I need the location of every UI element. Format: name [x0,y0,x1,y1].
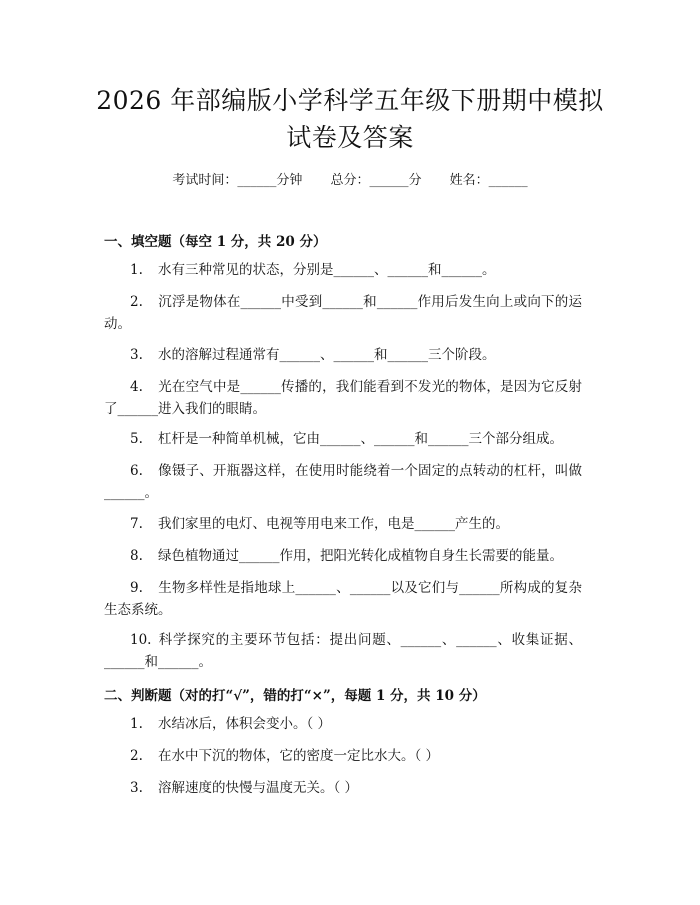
question-item: 6. 像镊子、开瓶器这样，在使用时能绕着一个固定的点转动的杠杆，叫做______。 [104,463,582,501]
question-item: 2. 沉浮是物体在______中受到______和______作用后发生向上或向下的运动。 [104,294,582,332]
section-heading-fill-blank: 一、填空题（每空 1 分，共 20 分） [104,234,327,250]
question-item: 7. 我们家里的电灯、电视等用电来工作，电是______产生的。 [130,516,509,532]
question-item: 4. 光在空气中是______传播的，我们能看到不发光的物体，是因为它反射了______进入我们的眼睛。 [104,379,582,417]
page-title [0,82,700,156]
question-item: 1. 水结冰后，体积会变小。（ ） [130,716,332,732]
student-name: 姓名：______ [449,173,528,188]
exam-info [0,169,700,188]
question-item: 8. 绿色植物通过______作用，把阳光转化成植物自身生长需要的能量。 [130,548,563,564]
question-item: 9. 生物多样性是指地球上______、______以及它们与______所构成的复杂生态系统。 [104,580,582,618]
title-line-1: 2026 年部编版小学科学五年级下册期中模拟 [96,86,604,115]
question-item: 2. 在水中下沉的物体，它的密度一定比水大。（ ） [130,748,440,764]
title-line-2: 试卷及答案 [286,123,414,152]
section-heading-true-false: 二、判断题（对的打“√”，错的打“×”，每题 1 分，共 10 分） [104,688,486,704]
question-item: 5. 杠杆是一种简单机械，它由______、______和______三个部分组成。 [130,431,563,447]
question-item: 3. 溶解速度的快慢与温度无关。（ ） [130,780,359,796]
question-item: 3. 水的溶解过程通常有______、______和______三个阶段。 [130,347,496,363]
exam-time: 考试时间：______分钟 [172,173,303,188]
exam-score: 总分：______分 [330,173,422,188]
question-item: 1. 水有三种常见的状态，分别是______、______和______。 [130,262,496,278]
question-item: 10. 科学探究的主要环节包括：提出问题、______、______、收集证据、______和______。 [104,632,582,670]
